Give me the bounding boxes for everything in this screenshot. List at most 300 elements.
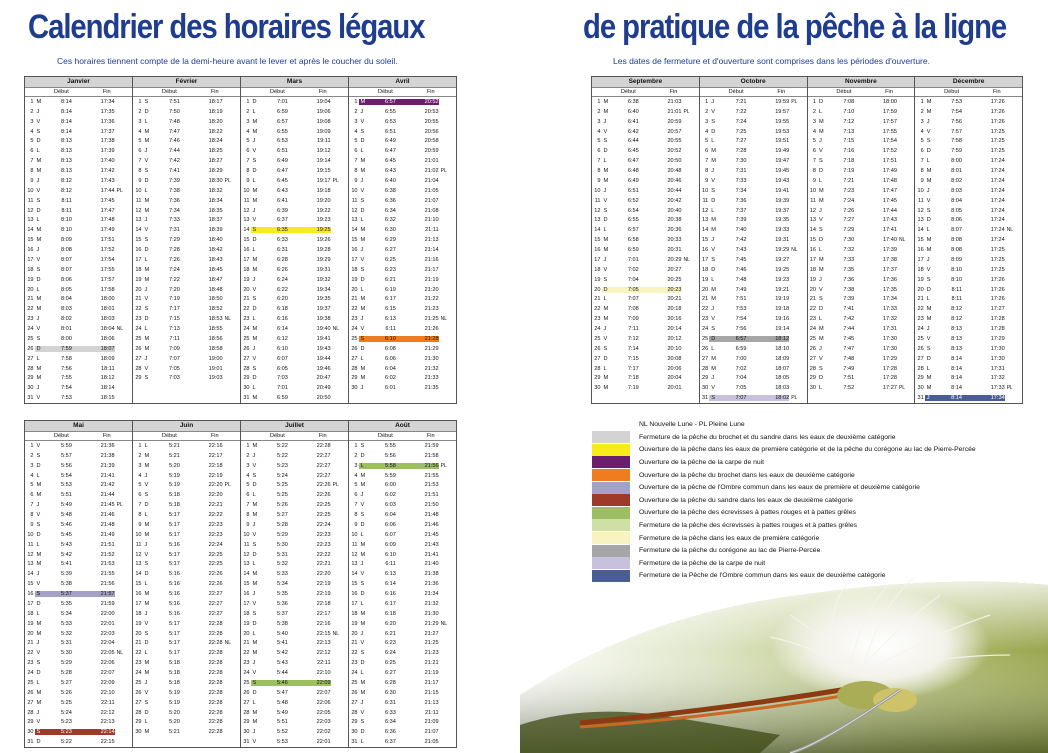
start-time: 6:06 [384, 521, 396, 528]
end-time: 19:37 [316, 306, 331, 313]
day-number: 2 [138, 452, 142, 459]
month-name: Octobre [700, 77, 807, 88]
weekday: M [252, 395, 258, 402]
end-time: 21:57 [74, 591, 115, 597]
legend-item [592, 431, 1048, 444]
day-row [25, 639, 132, 649]
end-time: 18:14 [100, 385, 115, 392]
day-number: 12 [594, 207, 601, 214]
legend [592, 419, 1048, 582]
end-time: 19:11 [317, 138, 331, 145]
day-number: 9 [597, 177, 601, 184]
day-row [700, 374, 807, 384]
moon-phase: PL [1006, 385, 1013, 392]
day-row [133, 708, 240, 718]
end-time: 17:25 [990, 256, 1005, 263]
start-time: 7:07 [627, 296, 639, 303]
end-time: 17:34 [882, 296, 897, 303]
day-row [133, 639, 240, 649]
end-time: 22:20 [208, 482, 223, 489]
day-row [349, 225, 456, 235]
start-time: 7:20 [168, 286, 180, 293]
day-row [241, 658, 348, 668]
end-time: 19:04 [316, 98, 331, 105]
start-time: 7:48 [735, 276, 747, 283]
end-time: 18:12 [100, 375, 115, 382]
end-time: 18:09 [100, 355, 115, 362]
start-time: 6:44 [627, 138, 639, 145]
end-header: Fin [992, 89, 1001, 95]
day-row [133, 688, 240, 698]
legend-item [592, 519, 1048, 532]
end-time: 19:20 [316, 197, 331, 204]
weekday: M [711, 217, 716, 224]
day-row [241, 560, 348, 570]
day-row [241, 97, 348, 107]
day-number: 15 [702, 237, 709, 244]
page-title-right: de pratique de la pêche à la ligne [583, 8, 1007, 46]
end-time: 21:46 [100, 512, 115, 519]
day-row [349, 520, 456, 530]
day-number: 19 [243, 620, 250, 627]
end-time: 17:25 [990, 128, 1005, 135]
weekday: J [360, 630, 364, 637]
legend-label: Fermeture de la pêche des écrevisses à pattes rouges et à pattes grêles [639, 521, 857, 529]
day-row [241, 354, 348, 364]
day-number: 3 [705, 118, 709, 125]
day-number: 12 [27, 551, 34, 558]
weekday: D [252, 168, 257, 175]
end-time: 22:28 [208, 729, 223, 736]
end-time: 21:27 [424, 630, 439, 637]
end-time: 18:42 [208, 247, 223, 254]
day-row [808, 196, 915, 206]
end-time: 19:23 [775, 276, 790, 283]
day-row [915, 137, 1022, 147]
start-time: 8:02 [951, 177, 962, 184]
day-row-highlighted [349, 97, 456, 107]
day-row [915, 344, 1022, 354]
start-time: 7:19 [627, 385, 639, 392]
start-time: 6:18 [384, 610, 396, 617]
day-number: 8 [354, 512, 358, 519]
day-number: 30 [809, 385, 817, 392]
day-row [241, 599, 348, 609]
end-time: 18:58 [208, 345, 223, 352]
weekday: D [709, 336, 718, 342]
start-time: 5:19 [168, 689, 180, 696]
day-row [25, 196, 132, 206]
weekday: M [360, 472, 366, 479]
end-time: 17:48 [100, 217, 115, 224]
day-row [133, 383, 240, 393]
day-number: 25 [243, 335, 250, 342]
day-row [133, 374, 240, 384]
month-name: Février [133, 77, 240, 88]
day-row [25, 245, 132, 255]
end-time: 17:47 [100, 207, 115, 214]
end-time: 18:40 [208, 237, 223, 244]
end-time: 17:43 [100, 177, 115, 184]
start-time: 6:34 [384, 719, 396, 726]
start-time: 6:27 [384, 670, 396, 677]
weekday: J [144, 286, 148, 293]
day-row [25, 235, 132, 245]
start-time: 7:53 [735, 306, 747, 313]
weekday: M [36, 375, 42, 382]
day-number: 22 [243, 306, 250, 313]
start-time: 7:16 [843, 148, 855, 155]
weekday: S [252, 158, 257, 165]
start-time: 6:45 [276, 177, 288, 184]
weekday: L [360, 739, 364, 746]
end-time: 18:47 [208, 276, 223, 283]
day-number: 3 [246, 118, 250, 125]
end-time: 18:20 [208, 118, 223, 125]
end-time: 18:32 [208, 187, 223, 194]
weekday: M [36, 98, 42, 105]
end-time: 19:15 [316, 168, 331, 175]
day-number: 15 [351, 237, 358, 244]
start-time: 7:49 [843, 365, 855, 372]
start-time: 7:42 [843, 316, 855, 323]
day-row [349, 235, 456, 245]
day-row [915, 383, 1022, 393]
start-time: 7:51 [168, 98, 180, 105]
day-number: 2 [354, 108, 358, 115]
start-time: 5:27 [276, 512, 288, 519]
day-row [25, 314, 132, 324]
day-number: 1 [138, 98, 142, 105]
day-row [133, 97, 240, 107]
day-row [808, 225, 915, 235]
end-time: 22:26 [208, 571, 223, 578]
start-time: 5:48 [276, 699, 288, 706]
end-time: 17:42 [100, 168, 115, 175]
day-row [349, 471, 456, 481]
day-row [915, 295, 1022, 305]
day-number: 9 [920, 177, 924, 184]
day-number: 16 [809, 247, 817, 254]
start-time: 7:11 [628, 326, 639, 333]
end-time: 19:53 [775, 128, 790, 135]
end-time: 20:57 [667, 128, 682, 135]
weekday: J [711, 306, 715, 313]
day-number: 27 [135, 699, 142, 706]
weekday: M [36, 168, 42, 175]
start-time: 5:45 [60, 531, 72, 538]
day-number: 24 [27, 670, 34, 677]
weekday: M [252, 571, 258, 578]
start-time: 7:13 [168, 326, 180, 333]
day-number: 23 [27, 316, 34, 323]
day-number: 29 [135, 719, 142, 726]
weekday: M [252, 709, 258, 716]
start-time: 8:14 [951, 355, 962, 362]
end-time: 18:07 [74, 346, 115, 352]
end-time: 18:07 [775, 365, 790, 372]
weekday: J [926, 326, 930, 333]
day-row [808, 275, 915, 285]
day-number: 22 [243, 650, 250, 657]
day-row [349, 354, 456, 364]
end-time: 18:02 [749, 395, 790, 401]
start-time: 5:39 [60, 571, 72, 578]
weekday: D [603, 355, 608, 362]
day-row [349, 255, 456, 265]
legend-item [592, 544, 1048, 557]
column-headers [25, 432, 132, 441]
end-time: 19:33 [775, 227, 790, 234]
day-row [241, 393, 348, 403]
column-headers [349, 432, 456, 441]
day-number: 26 [243, 689, 250, 696]
start-time: 7:49 [735, 286, 747, 293]
day-number: 23 [243, 316, 250, 323]
day-number: 31 [243, 739, 250, 746]
start-time: 6:23 [384, 266, 396, 273]
weekday: S [36, 521, 41, 528]
end-time: 17:24 [990, 158, 1005, 165]
end-time: 17:35 [882, 286, 897, 293]
day-row [133, 275, 240, 285]
start-time: 6:08 [384, 345, 396, 352]
start-time: 6:43 [276, 187, 288, 194]
month-column [241, 77, 349, 403]
weekday: M [252, 442, 258, 449]
start-header: Début [728, 89, 744, 95]
end-time: 21:25 [424, 640, 439, 647]
column-headers [133, 432, 240, 441]
start-time: 6:53 [384, 118, 396, 125]
day-row [133, 127, 240, 137]
month-column [133, 421, 241, 747]
day-number: 28 [243, 365, 250, 372]
day-number: 17 [702, 256, 709, 263]
end-time: 17:25 [990, 148, 1005, 155]
weekday: S [359, 336, 368, 342]
weekday: M [144, 276, 150, 283]
day-row [349, 599, 456, 609]
end-time: 17:39 [100, 148, 115, 155]
weekday: M [360, 679, 366, 686]
start-time: 5:27 [60, 679, 72, 686]
day-number: 18 [27, 610, 34, 617]
day-row [700, 364, 807, 374]
start-time: 5:32 [60, 630, 72, 637]
day-number: 21 [809, 296, 817, 303]
start-time: 6:41 [627, 118, 639, 125]
start-time: 5:48 [60, 512, 72, 519]
day-number: 13 [702, 217, 709, 224]
start-time: 6:27 [384, 247, 396, 254]
weekday: L [819, 316, 823, 323]
day-row [349, 324, 456, 334]
day-number: 24 [351, 670, 358, 677]
end-time: 22:27 [208, 600, 223, 607]
day-number: 10 [135, 187, 142, 194]
day-number: 10 [809, 187, 817, 194]
day-row [349, 609, 456, 619]
start-time: 6:57 [719, 336, 749, 342]
start-time: 6:53 [276, 138, 288, 145]
weekday: S [711, 256, 716, 263]
end-time: 21:20 [424, 286, 439, 293]
start-header: Début [269, 89, 285, 95]
weekday: D [144, 640, 149, 647]
day-number: 1 [138, 442, 142, 449]
weekday: D [36, 207, 41, 214]
weekday: L [36, 217, 40, 224]
day-number: 29 [135, 375, 142, 382]
day-number: 9 [354, 521, 358, 528]
end-time: 19:41 [316, 335, 331, 342]
start-time: 5:22 [276, 442, 288, 449]
start-time: 8:14 [934, 395, 964, 401]
day-row [808, 216, 915, 226]
day-number: 20 [27, 286, 34, 293]
start-time: 6:47 [627, 158, 639, 165]
subtitle-right: Les dates de fermeture et d'ouverture sont comprises dans les périodes d'ouverture. [613, 56, 930, 66]
moon-phase: PL [440, 168, 447, 175]
weekday: V [252, 670, 257, 677]
day-row [592, 225, 699, 235]
calendar-january-april [24, 76, 457, 404]
start-time: 7:45 [735, 256, 747, 263]
end-time: 17:24 [990, 168, 1005, 175]
day-number: 1 [705, 98, 709, 105]
weekday: J [360, 316, 364, 323]
end-time: 19:49 [775, 148, 790, 155]
day-row [25, 137, 132, 147]
end-time: 22:05 [100, 650, 115, 657]
day-number: 25 [351, 679, 358, 686]
day-number: 17 [135, 600, 142, 607]
end-time: 17:26 [990, 118, 1005, 125]
end-time: 18:19 [208, 108, 223, 115]
weekday: D [819, 237, 824, 244]
day-row [592, 117, 699, 127]
day-row [241, 166, 348, 176]
end-time: 19:37 [775, 207, 790, 214]
start-time: 5:52 [276, 729, 288, 736]
day-number: 5 [30, 138, 34, 145]
start-time: 5:17 [168, 620, 180, 627]
day-row [592, 374, 699, 384]
day-number: 22 [702, 306, 709, 313]
weekday: J [711, 237, 715, 244]
start-time: 6:04 [384, 365, 396, 372]
start-time: 5:18 [168, 679, 180, 686]
day-row [25, 708, 132, 718]
weekday: L [359, 463, 368, 469]
day-row [241, 619, 348, 629]
day-row [915, 216, 1022, 226]
weekday: V [144, 296, 149, 303]
day-row-highlighted [592, 285, 699, 295]
day-row [915, 314, 1022, 324]
weekday: M [711, 158, 716, 165]
end-time: 21:25 [424, 316, 439, 323]
start-time: 8:08 [951, 247, 962, 254]
day-number: 12 [702, 207, 709, 214]
weekday: L [36, 541, 40, 548]
day-row [349, 698, 456, 708]
day-number: 8 [812, 168, 817, 175]
month-column [915, 77, 1022, 403]
start-time: 8:07 [951, 227, 962, 234]
day-row [241, 156, 348, 166]
end-time: 22:23 [316, 541, 331, 548]
weekday: M [603, 306, 609, 313]
weekday: M [360, 620, 366, 627]
moon-phase: PL [224, 177, 231, 184]
start-time: 6:51 [276, 148, 288, 155]
weekday: J [926, 118, 930, 125]
day-number: 17 [135, 256, 142, 263]
end-time: 17:25 [990, 266, 1005, 273]
day-row [592, 393, 699, 403]
end-time: 22:03 [100, 630, 115, 637]
weekday: M [36, 306, 42, 313]
month-column [25, 421, 133, 747]
weekday: L [603, 158, 607, 165]
weekday: J [36, 247, 40, 254]
day-row [241, 490, 348, 500]
start-time: 7:00 [735, 355, 747, 362]
start-time: 7:22 [735, 108, 747, 115]
day-number: 1 [920, 98, 924, 105]
weekday: M [36, 551, 42, 558]
start-time: 5:55 [384, 442, 396, 449]
day-row [25, 629, 132, 639]
start-time: 8:14 [60, 98, 72, 105]
weekday: J [252, 276, 256, 283]
start-time: 7:57 [951, 128, 962, 135]
month-column [25, 77, 133, 403]
day-row [349, 668, 456, 678]
end-time: 17:30 [990, 355, 1005, 362]
day-number: 15 [243, 581, 250, 588]
start-time: 7:29 [843, 227, 855, 234]
weekday: M [926, 108, 932, 115]
month-column [241, 421, 349, 747]
day-row [241, 146, 348, 156]
day-number: 22 [594, 306, 601, 313]
weekday: J [144, 679, 148, 686]
day-number: 25 [135, 335, 142, 342]
weekday: S [36, 197, 41, 204]
day-row [349, 490, 456, 500]
day-number: 21 [243, 640, 250, 647]
weekday: J [360, 385, 364, 392]
month-name: Janvier [25, 77, 132, 88]
end-time: 19:08 [316, 118, 331, 125]
end-time: 17:28 [990, 326, 1005, 333]
end-time: 22:03 [316, 719, 331, 726]
legend-item [592, 444, 1048, 457]
end-time: 20:36 [667, 227, 682, 234]
weekday: M [926, 385, 932, 392]
end-time: 22:12 [316, 650, 331, 657]
start-time: 7:42 [168, 158, 180, 165]
day-number: 26 [917, 345, 924, 352]
weekday: V [360, 187, 365, 194]
day-number: 6 [354, 148, 358, 155]
start-time: 6:34 [384, 207, 396, 214]
end-time: 19:35 [775, 217, 790, 224]
weekday: M [144, 452, 150, 459]
